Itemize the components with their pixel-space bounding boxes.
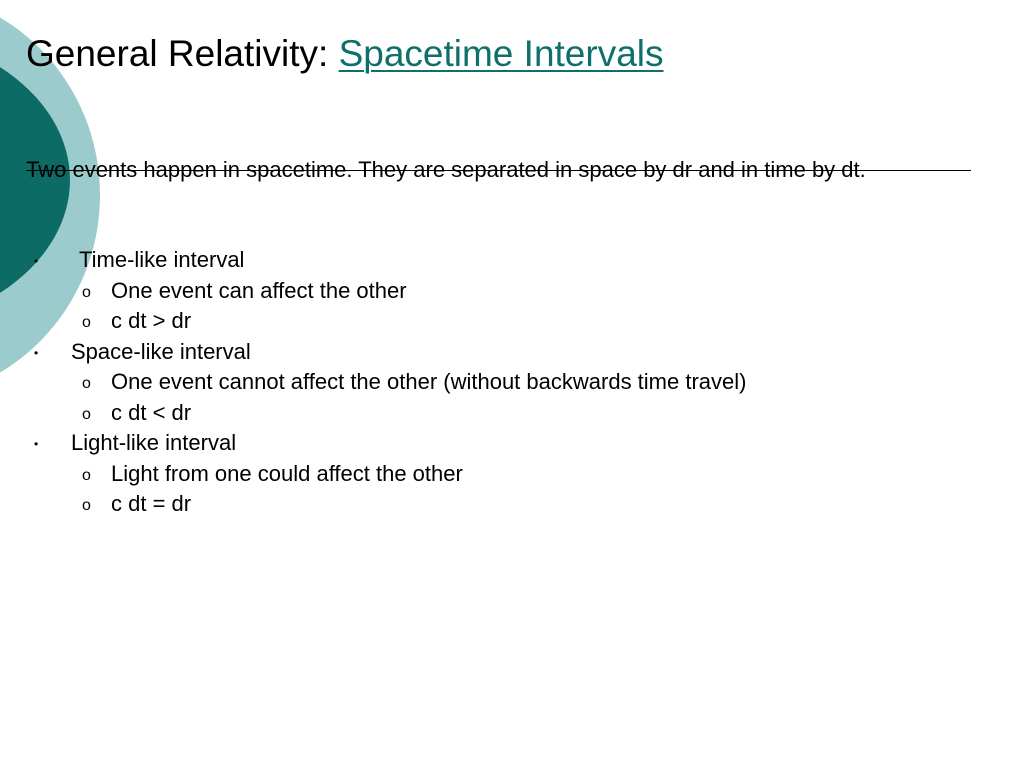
title-prefix: General Relativity: xyxy=(26,33,339,74)
title-link[interactable]: Spacetime Intervals xyxy=(338,33,664,74)
sub-bullet-text: Light from one could affect the other xyxy=(111,460,463,486)
bullet-marker: • xyxy=(34,254,39,268)
bullet-label: Time-like interval xyxy=(79,247,245,272)
bullet-marker: • xyxy=(34,437,39,451)
sub-bullet xyxy=(26,459,966,490)
bullet-space-like xyxy=(26,337,966,368)
slide-title xyxy=(26,32,664,76)
sub-bullet-text: c dt = dr xyxy=(111,491,192,516)
bullet-marker: • xyxy=(34,345,39,360)
bullet-time-like xyxy=(26,245,966,276)
sub-bullet xyxy=(26,489,966,520)
sub-bullet xyxy=(26,367,966,398)
sub-bullet-marker: o xyxy=(82,466,91,484)
sub-bullet xyxy=(26,276,966,307)
sub-bullet xyxy=(26,306,966,337)
sub-bullet-text: c dt > dr xyxy=(111,308,192,333)
sub-bullet-text: One event cannot affect the other (without backwards time travel) xyxy=(111,369,747,394)
sub-bullet-marker: o xyxy=(82,405,91,423)
sub-bullet xyxy=(26,398,966,429)
intro-text: Two events happen in spacetime. They are separated in space by dr and in time by dt. xyxy=(26,157,866,182)
bullet-label: Light-like interval xyxy=(71,430,237,455)
bullet-label: Space-like interval xyxy=(71,338,251,364)
sub-bullet-marker: o xyxy=(82,375,91,392)
interval-list xyxy=(26,245,966,520)
bullet-light-like xyxy=(26,428,966,459)
sub-bullet-marker: o xyxy=(82,314,91,331)
sub-bullet-marker: o xyxy=(82,497,91,514)
sub-bullet-text: c dt < dr xyxy=(111,399,192,425)
sub-bullet-text: One event can affect the other xyxy=(111,277,407,303)
sub-bullet-marker: o xyxy=(82,283,91,301)
